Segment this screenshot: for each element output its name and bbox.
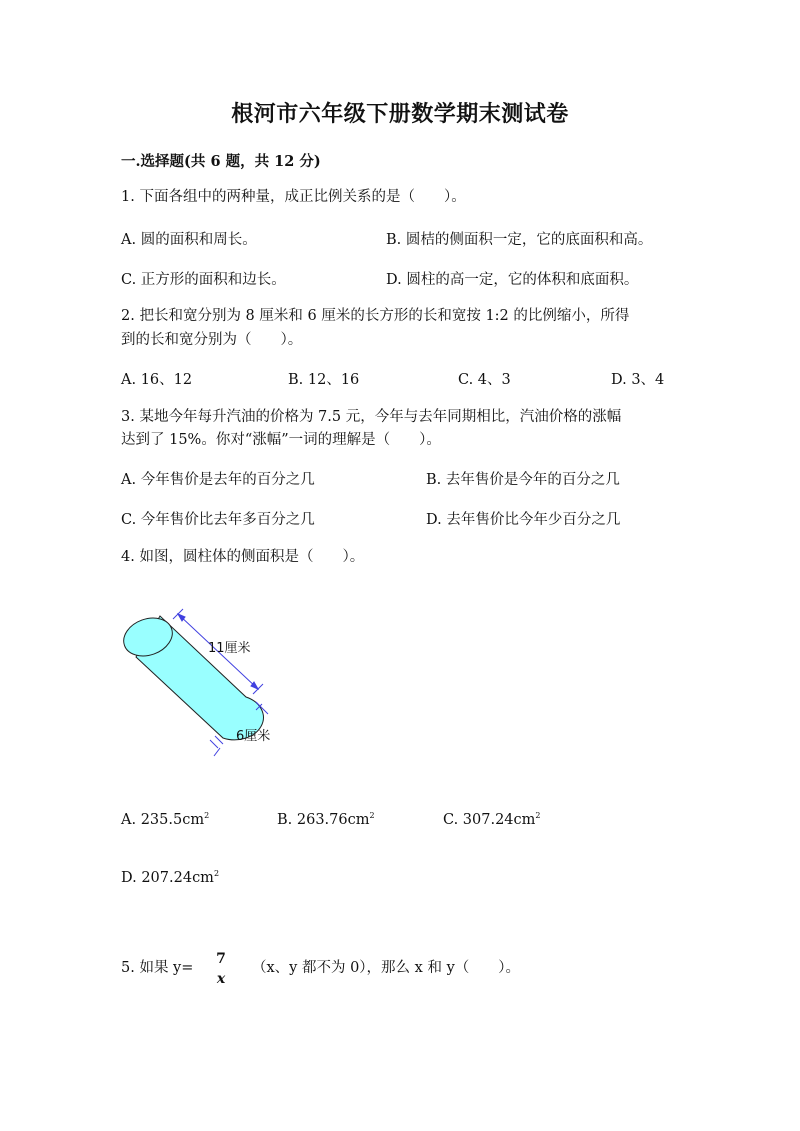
unit-superscript: 2 (204, 811, 210, 820)
length-label: 11厘米 (208, 641, 251, 656)
unit-superscript: 2 (535, 811, 541, 820)
question-5-prefix: 5. 如果 y= (121, 960, 194, 976)
section-heading: 一.选择题(共 6 题，共 12 分) (121, 153, 321, 170)
question-4-option-a (121, 811, 209, 828)
question-1-option-b: B. 圆桔的侧面积一定，它的底面积和高。 (386, 232, 653, 248)
question-1-option-c: C. 正方形的面积和边长。 (121, 272, 286, 288)
unit-superscript: 2 (213, 869, 220, 878)
question-2-option-c: C. 4、3 (458, 372, 511, 388)
question-2-line-1: 2. 把长和宽分别为 8 厘米和 6 厘米的长方形的长和宽按 1:2 的比例缩小，所得 (121, 308, 630, 324)
question-2-option-b: B. 12、16 (288, 372, 360, 388)
fraction-denominator: x (216, 971, 226, 987)
cylinder-figure (118, 600, 298, 770)
question-3-line-1: 3. 某地今年每升汽油的价格为 7.5 元，今年与去年同期相比，汽油价格的涨幅 (121, 409, 622, 425)
question-3-option-d: D. 去年售价比今年少百分之几 (426, 512, 621, 528)
option-c-value: C. 307.24cm (443, 812, 536, 828)
question-1-option-d: D. 圆柱的高一定，它的体积和底面积。 (386, 272, 639, 288)
option-d-value: D. 207.24cm (121, 870, 214, 886)
question-5-suffix: （x、y 都不为 0），那么 x 和 y（ ）。 (252, 960, 521, 976)
question-4-option-d (121, 869, 219, 886)
cylinder-shape (118, 612, 263, 740)
question-4-text: 4. 如图，圆柱体的侧面积是（ ）。 (121, 549, 365, 565)
question-1-option-a: A. 圆的面积和周长。 (121, 232, 257, 248)
question-3-option-a: A. 今年售价是去年的百分之几 (121, 472, 315, 488)
option-a-value: A. 235.5cm (121, 812, 205, 828)
fraction-numerator: 7 (216, 951, 226, 967)
question-2-option-a: A. 16、12 (121, 372, 193, 388)
diameter-label: 6厘米 (236, 729, 271, 744)
unit-superscript: 2 (369, 811, 375, 820)
question-4-option-b (277, 811, 375, 828)
question-3-option-c: C. 今年售价比去年多百分之几 (121, 512, 315, 528)
question-3-option-b: B. 去年售价是今年的百分之几 (426, 472, 620, 488)
fraction-7-over-x (213, 950, 229, 988)
question-2-option-d: D. 3、4 (611, 372, 665, 388)
question-2-line-2: 到的长和宽分别为（ ）。 (121, 332, 303, 348)
question-4-option-c (443, 811, 541, 828)
question-3-line-2: 达到了 15%。你对“涨幅”一词的理解是（ ）。 (121, 432, 441, 448)
question-1-text: 1. 下面各组中的两种量，成正比例关系的是（ ）。 (121, 189, 466, 205)
option-b-value: B. 263.76cm (277, 812, 370, 828)
page-title: 根河市六年级下册数学期末测试卷 (231, 101, 569, 127)
